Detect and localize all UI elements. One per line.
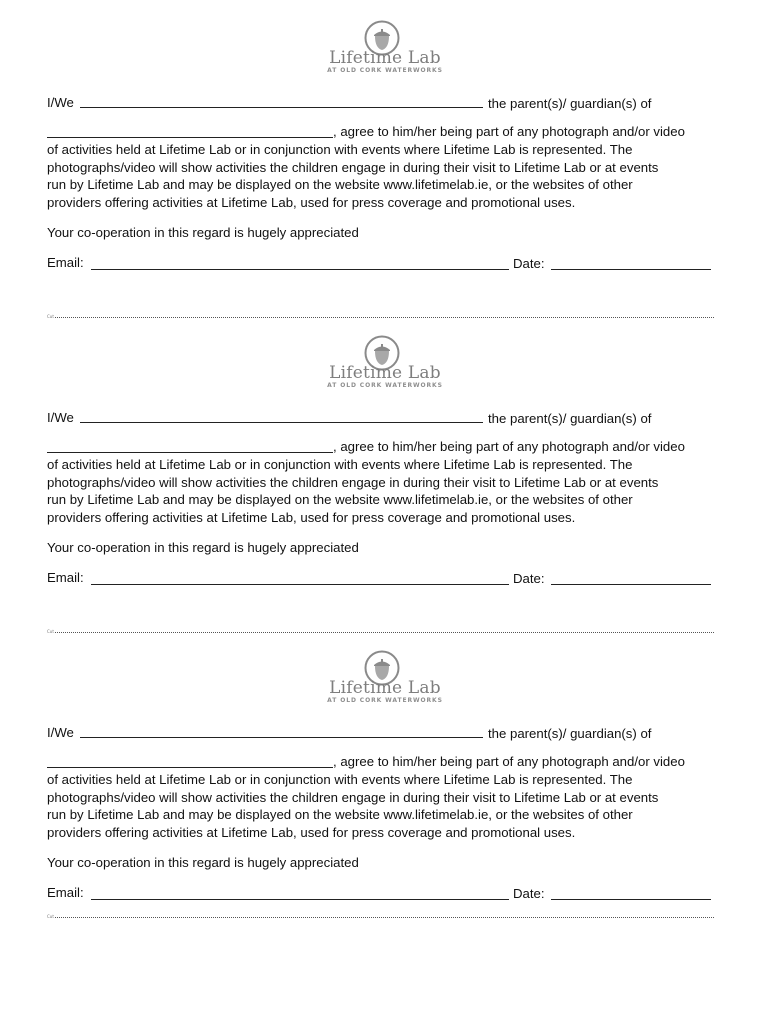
body-line: photographs/video will show activities the children engage in during their visit to Lifetime Lab or at events	[47, 159, 659, 175]
logo-subtitle: AT OLD CORK WATERWORKS	[327, 697, 443, 704]
body-line: providers offering activities at Lifetime Lab, used for press coverage and promotional uses.	[47, 509, 576, 525]
consent-paragraph	[47, 456, 727, 526]
email-field[interactable]	[91, 584, 509, 585]
date-field[interactable]	[551, 584, 711, 585]
email-field[interactable]	[91, 899, 509, 900]
we-name-field[interactable]	[80, 737, 483, 738]
date-label: Date:	[513, 886, 545, 901]
consent-form-3	[0, 650, 770, 930]
logo-name: Lifetime Lab	[329, 678, 441, 698]
consent-form-2	[0, 335, 770, 635]
logo-name: Lifetime Lab	[329, 363, 441, 383]
we-label: I/We	[47, 410, 74, 425]
date-label: Date:	[513, 256, 545, 271]
child-name-field[interactable]	[47, 137, 333, 138]
cut-label: Cut	[47, 629, 54, 634]
parent-text: the parent(s)/ guardian(s) of	[488, 96, 652, 111]
date-field[interactable]	[551, 899, 711, 900]
cooperation-text: Your co-operation in this regard is hugely appreciated	[47, 855, 359, 870]
logo-subtitle: AT OLD CORK WATERWORKS	[327, 67, 443, 74]
agree-text: , agree to him/her being part of any photograph and/or video	[333, 124, 685, 139]
email-label: Email:	[47, 885, 84, 900]
email-label: Email:	[47, 570, 84, 585]
agree-text: , agree to him/her being part of any photograph and/or video	[333, 439, 685, 454]
lifetime-lab-logo	[322, 650, 448, 702]
cut-line	[47, 314, 714, 322]
date-field[interactable]	[551, 269, 711, 270]
consent-paragraph	[47, 141, 727, 211]
cut-line	[47, 914, 714, 922]
email-label: Email:	[47, 255, 84, 270]
parent-text: the parent(s)/ guardian(s) of	[488, 726, 652, 741]
cooperation-text: Your co-operation in this regard is hugely appreciated	[47, 540, 359, 555]
lifetime-lab-logo	[322, 20, 448, 72]
dotted-divider	[55, 317, 714, 318]
body-line: of activities held at Lifetime Lab or in conjunction with events where Lifetime Lab is represented. The	[47, 142, 633, 157]
child-name-field[interactable]	[47, 767, 333, 768]
we-label: I/We	[47, 95, 74, 110]
body-line: run by Lifetime Lab and may be displayed on the website www.lifetimelab.ie, or the websites of other	[47, 807, 633, 823]
lifetime-lab-logo	[322, 335, 448, 387]
we-label: I/We	[47, 725, 74, 740]
we-name-field[interactable]	[80, 107, 483, 108]
we-name-field[interactable]	[80, 422, 483, 423]
logo-subtitle: AT OLD CORK WATERWORKS	[327, 382, 443, 389]
body-line: of activities held at Lifetime Lab or in conjunction with events where Lifetime Lab is represented. The	[47, 457, 633, 472]
body-line: of activities held at Lifetime Lab or in conjunction with events where Lifetime Lab is represented. The	[47, 772, 633, 787]
agree-text: , agree to him/her being part of any photograph and/or video	[333, 754, 685, 769]
cooperation-text: Your co-operation in this regard is hugely appreciated	[47, 225, 359, 240]
body-line: photographs/video will show activities the children engage in during their visit to Lifetime Lab or at events	[47, 789, 659, 805]
child-name-field[interactable]	[47, 452, 333, 453]
cut-line	[47, 629, 714, 637]
body-line: run by Lifetime Lab and may be displayed on the website www.lifetimelab.ie, or the websites of other	[47, 492, 633, 508]
cut-label: Cut	[47, 314, 54, 319]
cut-label: Cut	[47, 914, 54, 919]
dotted-divider	[55, 917, 714, 918]
body-line: providers offering activities at Lifetime Lab, used for press coverage and promotional uses.	[47, 194, 576, 210]
dotted-divider	[55, 632, 714, 633]
date-label: Date:	[513, 571, 545, 586]
body-line: run by Lifetime Lab and may be displayed on the website www.lifetimelab.ie, or the websites of other	[47, 177, 633, 193]
consent-paragraph	[47, 771, 727, 841]
email-field[interactable]	[91, 269, 509, 270]
logo-name: Lifetime Lab	[329, 48, 441, 68]
body-line: photographs/video will show activities the children engage in during their visit to Lifetime Lab or at events	[47, 474, 659, 490]
body-line: providers offering activities at Lifetime Lab, used for press coverage and promotional uses.	[47, 824, 576, 840]
parent-text: the parent(s)/ guardian(s) of	[488, 411, 652, 426]
consent-form-1	[0, 20, 770, 320]
